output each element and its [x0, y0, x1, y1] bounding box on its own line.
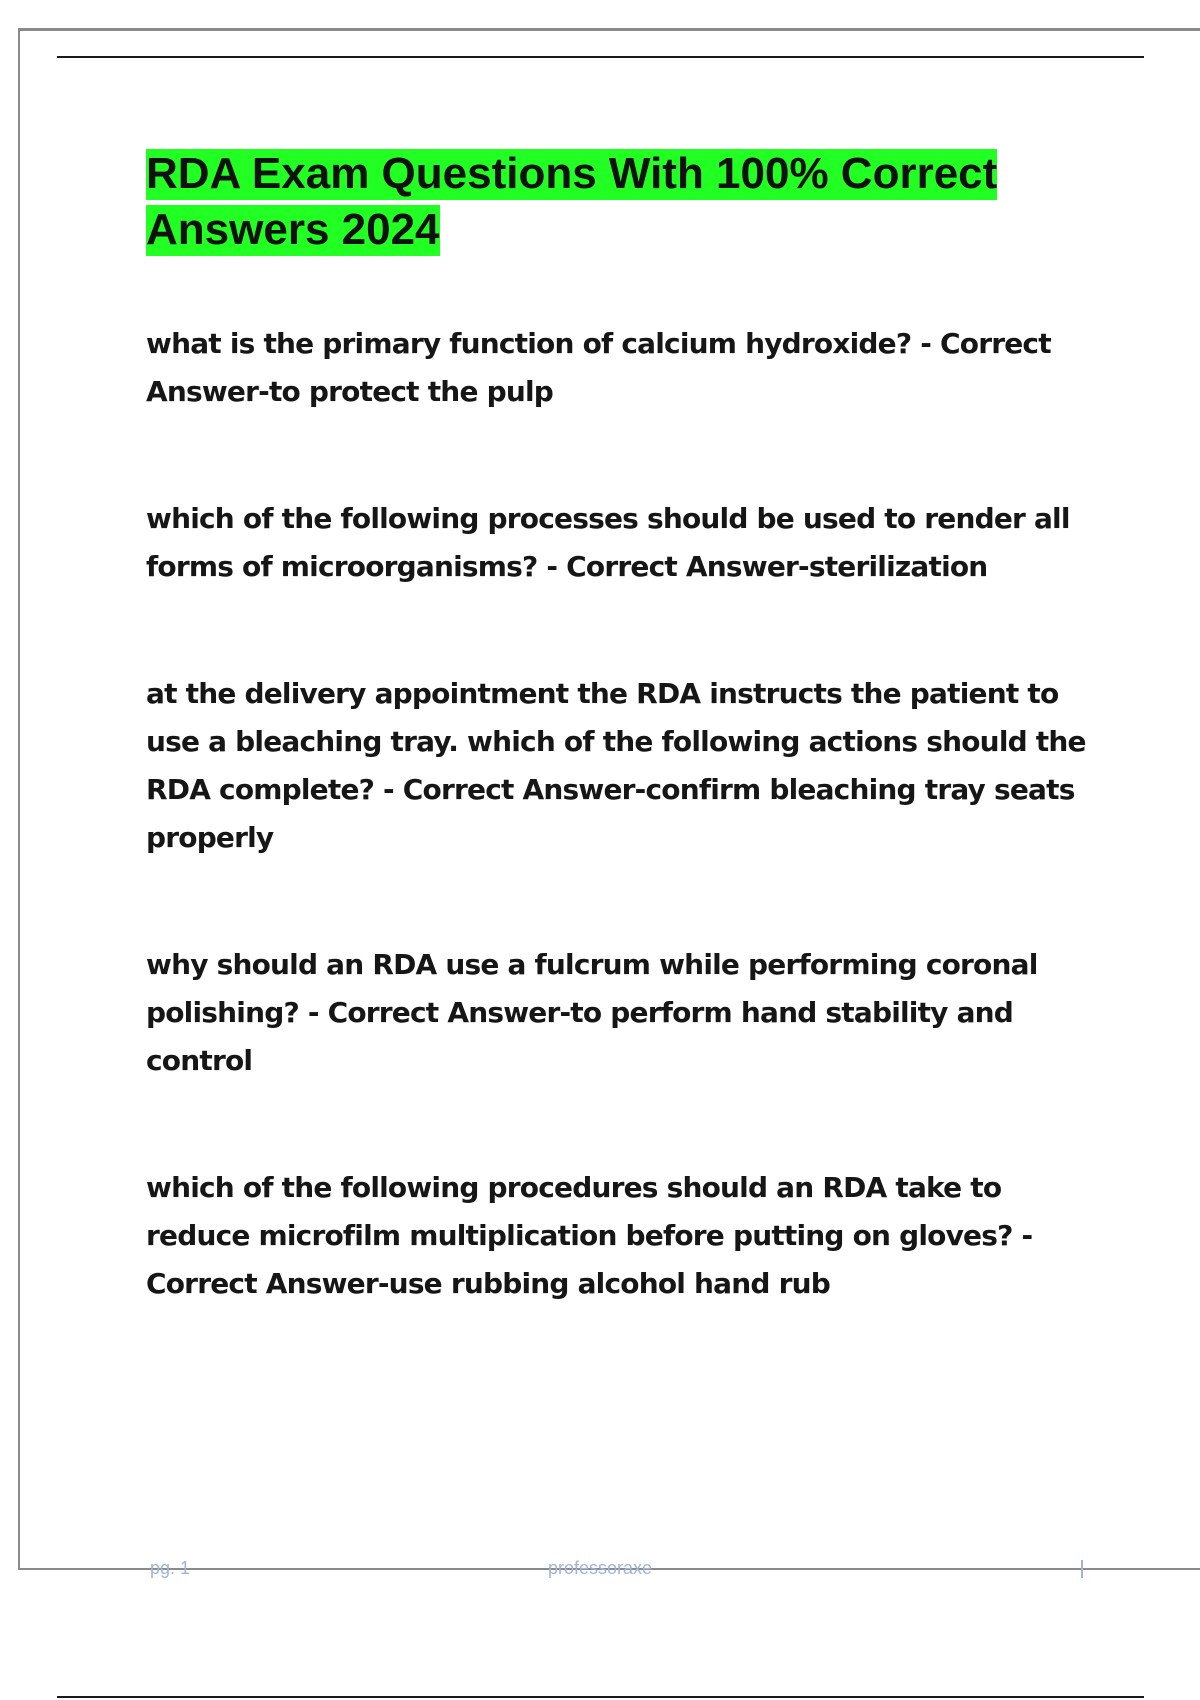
- qa-list: [146, 320, 1096, 1308]
- qa-item: which of the following procedures should an RDA take to reduce microfilm multiplication before putting on gloves? - Correct Answer-use rubbing alcohol hand rub: [146, 1171, 1033, 1300]
- qa-item: which of the following processes should be used to render all forms of microorganisms? - Correct Answer-sterilization: [146, 502, 1070, 583]
- document-title: [146, 146, 1091, 258]
- bottom-rule: [57, 1696, 1144, 1698]
- title-highlight: RDA Exam Questions With 100% Correct Answers 2024: [146, 149, 998, 254]
- qa-item: what is the primary function of calcium hydroxide? - Correct Answer-to protect the pulp: [146, 327, 1051, 408]
- footer-page-number: pg. 1: [150, 1558, 191, 1578]
- qa-item: at the delivery appointment the RDA instructs the patient to use a bleaching tray. which of the following actions should the RDA complete? - Correct Answer-confirm bleaching tray seats properly: [146, 677, 1086, 854]
- qa-item: why should an RDA use a fulcrum while performing coronal polishing? - Correct Answer-to perform hand stability and control: [146, 948, 1038, 1077]
- footer-author: professoraxe: [548, 1558, 653, 1578]
- footer-separator: [1081, 1560, 1083, 1578]
- top-rule: [57, 56, 1144, 58]
